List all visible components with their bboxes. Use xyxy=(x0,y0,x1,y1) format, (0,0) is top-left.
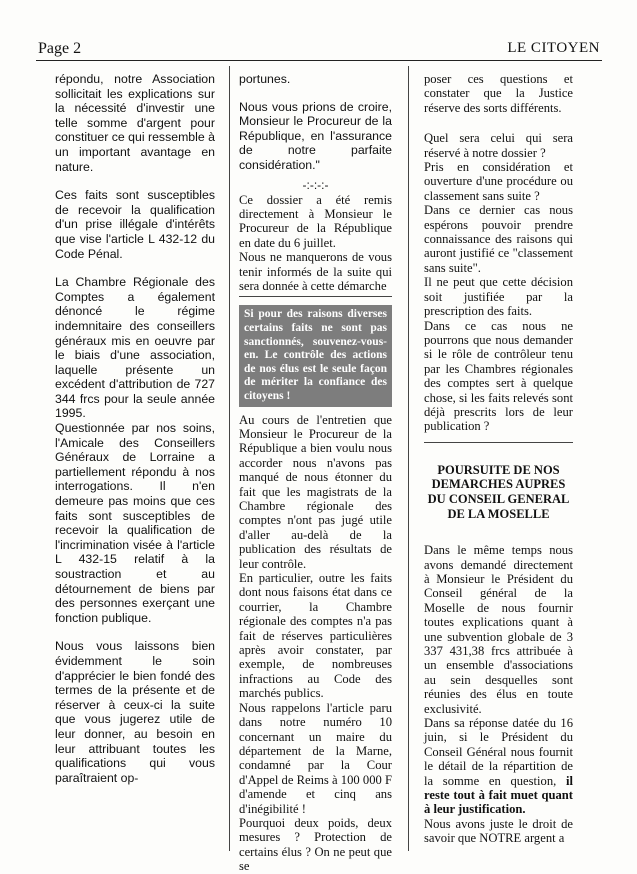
heading-rule xyxy=(424,442,573,443)
col3-paragraph-5: Dans le même temps nous avons demandé directement à Monsieur le Président du Conseil général de la Moselle de nous fournir toutes explications quant à une subvention globale de 3 337 431,38 frcs attribuée à un ensemble d'associations au sein desquelles sont réunies des élus en toute exclusivité. xyxy=(424,543,573,716)
col1-paragraph-2: Ces faits sont susceptibles de recevoir la qualification d'un prise illégale d'intérêts que vise l'article L 432-12 du Code Pénal. xyxy=(55,188,215,261)
col3-question-2: Pris en considération et ouverture d'une procédure ou classement sans suite ? xyxy=(424,160,573,203)
col2-paragraph-2: Nous vous prions de croire, Monsieur le Procureur de la République, en l'assurance de notre parfaite considération." xyxy=(239,99,392,172)
col1-paragraph-4: Questionnée par nos soins, l'Amicale des Conseillers Généraux de Lorraine a partiellement répondu à nos interrogations. Il n'en demeure pas moins que ces faits sont susceptibles de recevoir la qualification de l'incrimination visée à l'article L 432-15 relatif à la soustraction et au détournement de biens par des personnes exerçant une fonction publique. xyxy=(55,421,215,625)
col3-paragraph-6-bold: il reste tout à fait muet quant à leur justification. xyxy=(424,773,573,817)
col2-paragraph-5: Au cours de l'entretien que Monsieur le Procureur de la République a bien voulu nous accorder nous n'avons pas manqué de nous étonner du fait que les magistrats de la Chambre régionale des comptes n'ont pas jugé utile d'aller au-delà de la publication des résultats de leur contrôle. xyxy=(239,412,392,571)
col2-paragraph-4: Nous ne manquerons de vous tenir informés de la suite qui sera donnée à cette démarche xyxy=(239,250,392,293)
col2-paragraph-8: Pourquoi deux poids, deux mesures ? Protection de certains élus ? On ne peut que se xyxy=(239,815,392,874)
column-divider-1 xyxy=(229,66,230,851)
column-1 xyxy=(55,72,215,799)
section-separator: -:-:-:- xyxy=(302,177,329,192)
highlight-box: Si pour des raisons diverses certains faits ne sont pas sanctionnés, souvenez-vous-en. Le contrôle des actions de nos élus est le seule façon de mériter la confiance des citoyens ! xyxy=(239,305,392,406)
col2-paragraph-7: Nous rappelons l'article paru dans notre numéro 10 concernant un maire du département de la Marne, condamné par la Cour d'Appel de Reims à 100 000 F d'amende et cinq ans d'inégibilité ! xyxy=(239,700,392,816)
column-2 xyxy=(239,72,392,874)
col2-paragraph-6: En particulier, outre les faits dont nous faisons état dans ce courrier, la Chambre régionale des comptes n'a pas fait de réserves particulières après avoir constater, par exemple, de nombreuses infractions au Code des marchés publics. xyxy=(239,571,392,701)
col3-question-1: Quel sera celui qui sera réservé à notre dossier ? xyxy=(424,131,573,160)
box-top-rule xyxy=(239,296,392,297)
column-divider-2 xyxy=(408,66,409,851)
col3-paragraph-2: Dans ce dernier cas nous espérons pouvoir prendre connaissance des raisons qui auront justifié ce "classement sans suite". xyxy=(424,203,573,275)
column-3 xyxy=(424,72,573,846)
col1-paragraph-1: répondu, notre Association sollicitait les explications sur la nécessité d'investir une telle somme d'argent pour constituer ce qui ressemble à un important avantage en nature. xyxy=(55,72,215,174)
col3-paragraph-4: Dans ce cas nous ne pourrons que nous demander si le rôle de contrôleur tenu par les Chambres régionales des comptes sert à quelque chose, si les faits relevés sont déjà prescrits lors de leur publication ? xyxy=(424,318,573,434)
col3-paragraph-1: poser ces questions et constater que la Justice réserve des sorts différents. xyxy=(424,72,573,115)
section-heading: POURSUITE DE NOS DEMARCHES AUPRES DU CONSEIL GENERAL DE LA MOSELLE xyxy=(427,462,570,521)
col2-paragraph-3: Ce dossier a été remis directement à Monsieur le Procureur de la République en date du 6 juillet. xyxy=(239,192,392,250)
publication-title: LE CITOYEN xyxy=(507,40,600,56)
col2-paragraph-1: portunes. xyxy=(239,72,291,86)
col1-paragraph-3: La Chambre Régionale des Comptes a également dénoncé le régime indemnitaire des conseillers généraux mis en oeuvre par le biais d'une association, laquelle présente un excédent d'attribution de 727 344 frcs pour la seule année 1995. xyxy=(55,275,215,421)
col3-paragraph-7: Nous avons juste le droit de savoir que NOTRE argent a xyxy=(424,816,573,846)
col1-paragraph-5: Nous vous laissons bien évidemment le soin d'apprécier le bien fondé des termes de la présente et de réserver à ceux-ci la suite que vous jugerez utile de leur donner, au besoin en leur attribuant toutes les qualifications qui vous paraîtraient op- xyxy=(55,639,215,785)
col3-paragraph-3: Il ne peut que cette décision soit justifiée par la prescription des faits. xyxy=(424,275,573,319)
col3-paragraph-6 xyxy=(424,716,573,817)
col3-paragraph-6-text: Dans sa réponse datée du 16 juin, si le Président du Conseil Général nous fournit le détail de la répartition de la somme en question, xyxy=(424,716,573,788)
page-number: Page 2 xyxy=(38,40,82,57)
page-header xyxy=(36,38,602,61)
